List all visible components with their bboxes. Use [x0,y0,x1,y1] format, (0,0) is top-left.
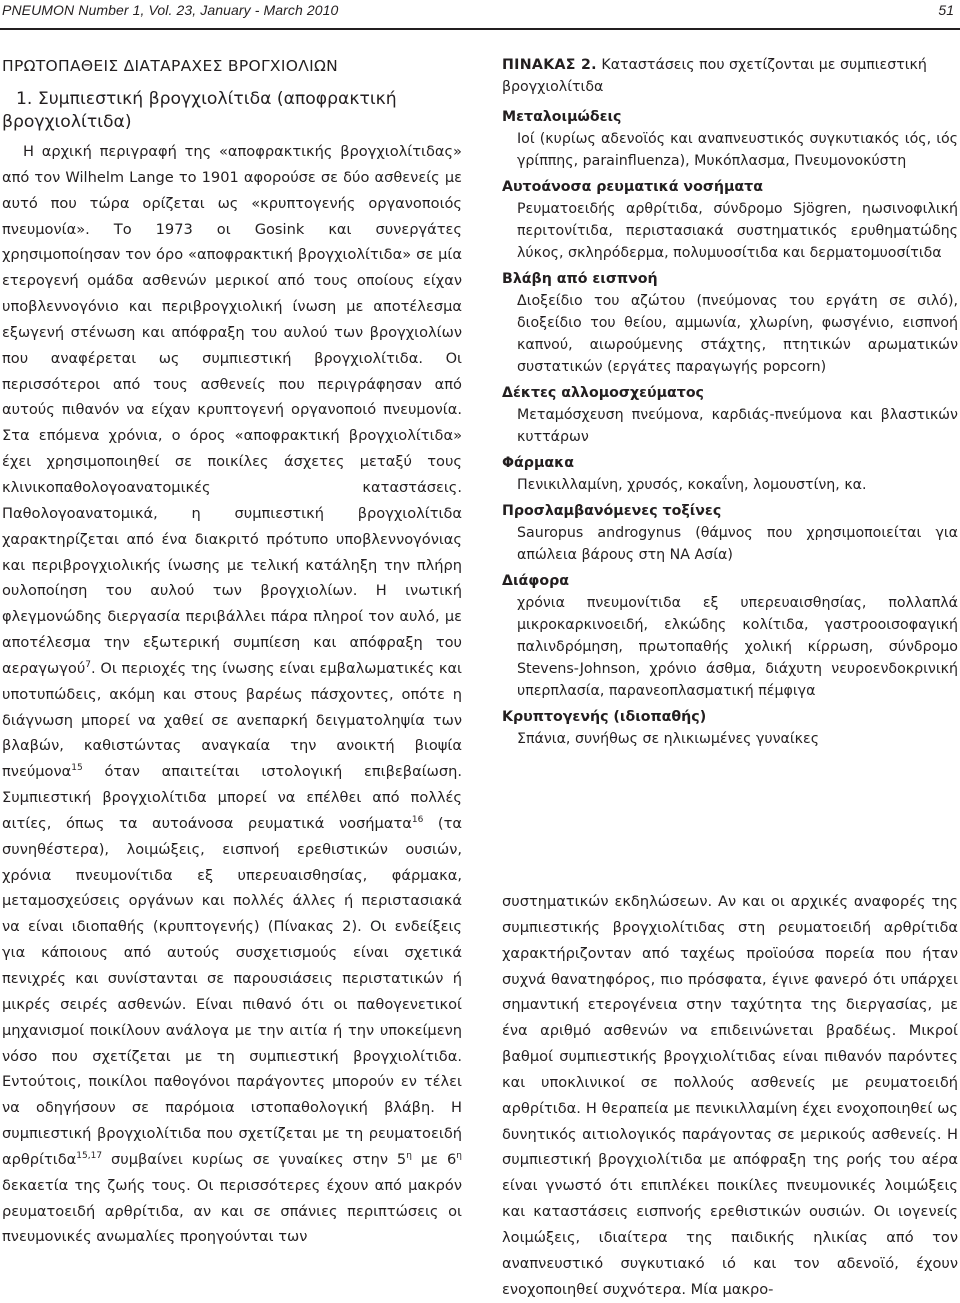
table-group-heading: Κρυπτογενής (ιδιοπαθής) [502,709,707,725]
citation-ref: 15 [71,763,83,774]
table-group-content: Ιοί (κυρίως αδενοϊός και αναπνευστικός συγκυτιακός ιός, ιός γρίππης, parainfluenza), Μυκόπλασμα, Πνευμονοκύστη [517,131,958,169]
subsection-title [2,88,462,134]
citation-ref: 16 [411,815,424,826]
table-group-content: Διοξείδιο του αζώτου (πνεύμονας του εργάτη σε σιλό), διοξείδιο του θείου, αμμωνία, χλωρίνη, φωσγένιο, εισπνοή καπνού, αιωρούμενης στάχτης, πτητικών αρωματικών συστατικών (εργάτες παραγωγής popcorn) [517,293,958,375]
body-text-2: . Οι περιοχές της ίνωσης είναι εμβαλωματικές και υποτυπώδεις, ακόμη και στους βαρέως πάσχοντες, οπότε η διάγνωση μπορεί να χαθεί σε ανεπαρκή δειγματοληψία των βλαβών, καθιστώντας αναγκαία την ανοικτή βιοψία πνεύμονα [2,659,462,781]
body-text-7: δεκαετία της ζωής τους. Οι περισσότερες έχουν από μακρόν ρευματοειδή αρθρίτιδα, αν και σε σπάνιες περιπτώσεις οι πνευμονικές ανωμαλίες προηγούνται των [2,1176,462,1246]
table-group-heading: Προσλαμβανόμενες τοξίνες [502,503,722,519]
table-group [502,570,958,702]
table-group-heading: Μεταλοιμώδεις [502,109,622,125]
table-group-heading: Φάρμακα [502,455,574,471]
table-group [502,500,958,566]
body-paragraph [2,139,462,1250]
citation-ref: 15,17 [76,1151,103,1162]
journal-citation: PNEUMON Number 1, Vol. 23, January - March 2010 [2,2,339,18]
subsection-title-text: Συμπιεστική βρογχιολίτιδα (αποφρακτική βρογχιολίτιδα) [2,89,397,132]
table-group-content: Ρευματοειδής αρθρίτιδα, σύνδρομο Sjögren, ηωσινοφιλική περιτονίτιδα, περιστασιακά συστηματικός ερυθηματώδης λύκος, σκληρόδερμα, πολυμυοσίτιδα και δερματομυοσίτιδα [517,201,958,261]
table-group [502,706,958,750]
table-group-content: Πενικιλλαμίνη, χρυσός, κοκαΐνη, λομουστίνη, κα. [517,477,867,493]
left-column [2,54,462,1250]
body-text-3: όταν απαιτείται ιστολογική επιβεβαίωση. Συμπιεστική βρογχιολίτιδα μπορεί να επέλθει από πολλές αιτίες, όπως τα αυτοάνοσα ρευματικά νοσήματα [2,763,462,832]
body-text-4: (τα συνηθέστερα), λοιμώξεις, εισπνοή ερεθιστικών ουσιών, χρόνια πνευμονίτιδα εξ υπερευαισθησίας, φάρμακα, μεταμοσχεύσεις οργάνων και πολλές άλλες ή περιστασιακά να είναι ιδιοπαθής (κρυπτογενής) (Πίνακας 2). Οι ενδείξεις για κάποιους από αυτούς συσχετισμούς είναι σχετικά πενιχρές και συνίστανται σε παρουσιάσεις περιστατικών ή μικρές σειρές ασθενών. Είναι πιθανό ότι οι παθογενετικοί μηχανισμοί ποικίλουν ανάλογα με την αιτία ή την υποκείμενη νόσο που σχετίζεται με τη συμπιεστική βρογχιολίτιδα. Εντούτοις, ποικίλοι παθογόνοι παράγοντες μπορούν εν τέλει να οδηγήσουν σε παρόμοια ιστοπαθολογική βλάβη. Η συμπιεστική βρογχιολίτιδα που σχετίζεται με τη ρευματοειδή αρθρίτιδα [2,814,462,1168]
table-group [502,106,958,172]
table-group [502,176,958,264]
table-group-content: Sauropus androgynus (θάμνος που χρησιμοποιείται για απώλεια βάρους στη ΝΑ Ασία) [517,525,958,563]
ordinal-superscript: η [406,1151,412,1162]
table-group [502,382,958,448]
body-text-5: συμβαίνει κυρίως σε γυναίκες στην 5 [102,1150,407,1168]
table-label: ΠΙΝΑΚΑΣ 2. [502,57,597,73]
body-text-6: με 6 [411,1150,457,1168]
subsection-number: 1. [16,89,33,109]
section-title: ΠΡΩΤΟΠΑΘΕΙΣ ΔΙΑΤΑΡΑΧΕΣ ΒΡΟΓΧΙΟΛΙΩΝ [2,57,339,75]
page-number: 51 [938,2,954,18]
table-group [502,452,958,496]
table-group-content: χρόνια πνευμονίτιδα εξ υπερευαισθησίας, πολλαπλά μικροκαρκινοειδή, ελκώδης κολίτιδα, γαστροοισοφαγική παλινδρόμηση, πρωτοπαθής χολική κίρρωση, σύνδρομο Stevens-Johnson, χρόνιο άσθμα, διάχυτη νευροενδοκρινική υπερπλασία, παρανεοπλασματική πέμφιγα [517,595,958,699]
table-group-content: Σπάνια, συνήθως σε ηλικιωμένες γυναίκες [517,731,820,747]
right-body-paragraph: συστηματικών εκδηλώσεων. Αν και οι αρχικές αναφορές της συμπιεστικής βρογχιολίτιδας στη ρευματοειδή αρθρίτιδα χαρακτήριζονταν από ταχέως προϊούσα πορεία που ήταν συχνά θανατηφόρος, πιο πρόσφατα, έγινε φανερό ότι υπάρχει σημαντική ετερογένεια στην ταχύτητα της διεργασίας, με ένα αριθμό ασθενών να επιδεινώνεται βραδέως. Μικροί βαθμοί συμπιεστικής βρογχιολίτιδας είναι πιθανόν παρόντες και υποκλινικοί σε πολλούς ασθενείς με ρευματοειδή αρθρίτιδα. Η θεραπεία με πενικιλλαμίνη έχει ενοχοποιηθεί ως δυνητικός αιτιολογικός παράγοντας σε μερικούς ασθενείς. Η συμπιεστική βρογχιολίτιδα με απόφραξη της ροής του αέρα είναι γνωστό ότι επιπλέκει ποικίλες πνευμονικές λοιμώξεις και καταστάσεις εισπνοής ερεθιστικών ουσιών. Οι ιογενείς λοιμώξεις, ιδιαίτερα της παιδικής ηλικίας από τον αναπνευστικό συγκυτιακό ιό και τον αδενοϊό, έχουν ενοχοποιηθεί συχνότερα. Μία μακρο- [502,893,958,1298]
table-group [502,268,958,378]
page-header [0,0,960,30]
ordinal-superscript: η [456,1151,462,1162]
body-text-1: Η αρχική περιγραφή της «αποφρακτικής βρογχιολίτιδας» από τον Wilhelm Lange το 1901 αφορούσε σε δύο ασθενείς με αυτό που τώρα ορίζεται ως «κρυπτογενής οργανοποιός πνευμονία». Το 1973 οι Gosink και συνεργάτες χρησιμοποίησαν τον όρο «αποφρακτική βρογχιολίτιδα» σε μία ετερογενή ομάδα ασθενών μερικοί από τους οποίους είχαν υποβλεννογόνιο και περιβρογχιολική ίνωση με αποτέλεσμα εξωγενή στένωση και απόφραξη του αυλού των βρογχιολίων που αναφέρεται ως συμπιεστική βρογχιολίτιδα. Οι περισσότεροι από τους ασθενείς που περιγράφησαν από αυτούς πιθανόν να είχαν κρυπτογενή οργανοποιό πνευμονία. Στα επόμενα χρόνια, ο όρος «αποφρακτική βρογχιολίτιδα» έχει χρησιμοποιηθεί σε ποικίλες άσχετες μεταξύ τους κλινικοπαθολογοανατομικές καταστάσεις. Παθολογοανατομικά, η συμπιεστική βρογχιολίτιδα χαρακτηρίζεται από ένα διακριτό πρότυπο υποβλεννογόνιας και περιβρογχιολικής ίνωσης με τελική κατάληξη την πλήρη ουλοποίηση του αυλού των βρογχιολίων. Η ινωτική φλεγμονώδης διεργασία περιβάλλει πάρα πληροί τον αυλό, με αποτέλεσμα την εξωτερική συμπίεση και απόφραξη του αεραγωγού [2,143,462,677]
table-group-heading: Αυτοάνοσα ρευματικά νοσήματα [502,179,763,195]
table-2 [502,54,958,754]
citation-ref: 7 [85,660,91,671]
table-caption [502,54,958,98]
table-group-content: Μεταμόσχευση πνεύμονα, καρδιάς-πνεύμονα και βλαστικών κυττάρων [517,407,958,445]
table-group-heading: Δέκτες αλλομοσχεύματος [502,385,704,401]
table-group-heading: Διάφορα [502,573,570,589]
table-group-heading: Βλάβη από εισπνοή [502,271,658,287]
header-rule [0,28,960,30]
table-title-text: Καταστάσεις που σχετίζονται με συμπιεστική βρογχιολίτιδα [502,57,927,95]
